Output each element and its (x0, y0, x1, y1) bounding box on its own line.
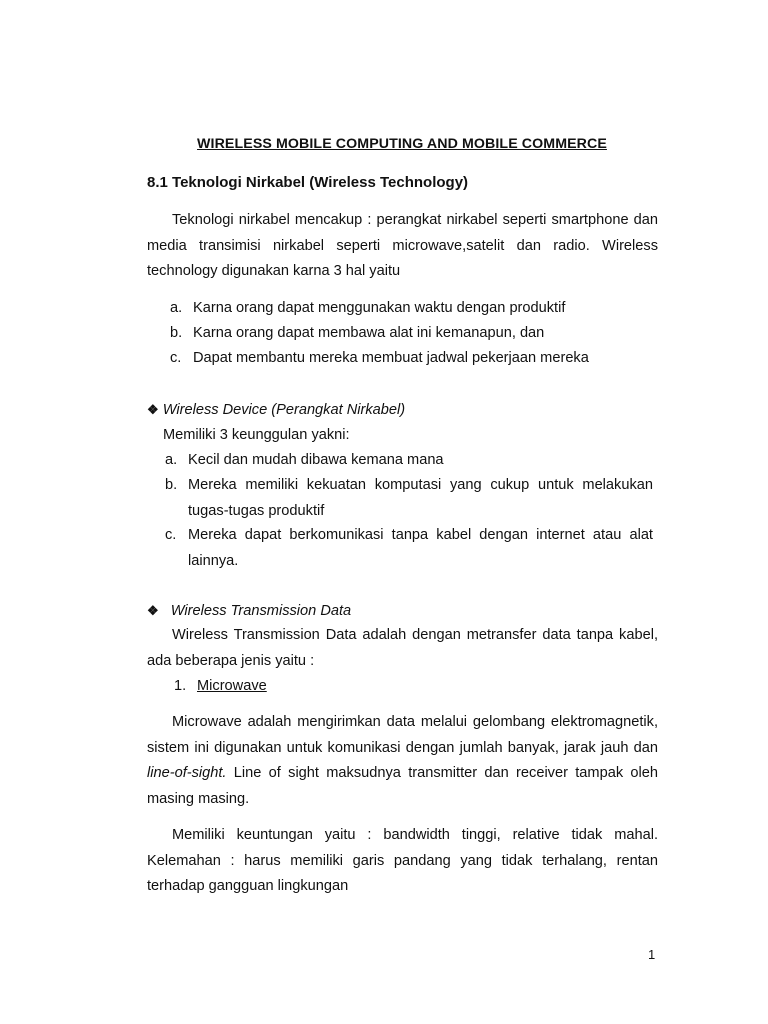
intro-paragraph: Teknologi nirkabel mencakup : perangkat nirkabel seperti smartphone dan media transimisi nirkabel seperti microwave,satelit dan radio. Wireless technology digunakan karna 3 hal yaitu (147, 212, 658, 279)
device-heading (147, 397, 405, 423)
section-heading: 8.1 Teknologi Nirkabel (Wireless Technology) (147, 174, 469, 191)
microwave-pros-cons-paragraph: Memiliki keuntungan yaitu : bandwidth tinggi, relative tidak mahal. Kelemahan : harus memiliki garis pandang yang tidak terhalang, rentan terhadap gangguan lingkungan (147, 827, 658, 894)
microwave-paragraph: Microwave adalah mengirimkan data melalui gelombang elektromagnetik, sistem ini digunakan untuk komunikasi dengan jumlah banyak, jarak jauh dan line-of-sight. Line of sight maksudnya transmitter dan receiver tampak oleh masing masing. (147, 714, 658, 807)
transmission-heading-text: Wireless Transmission Data (170, 603, 352, 619)
microwave-label: Microwave (197, 678, 267, 694)
device-lead: Memiliki 3 keunggulan yakni: (163, 427, 350, 443)
transmission-heading (147, 598, 351, 624)
diamond-bullet-icon: ❖ (147, 603, 159, 618)
device-heading-text: Wireless Device (Perangkat Nirkabel) (162, 402, 406, 418)
page-number: 1 (648, 947, 656, 962)
document-title: WIRELESS MOBILE COMPUTING AND MOBILE COMMERCE (197, 136, 607, 152)
transmission-paragraph: Wireless Transmission Data adalah dengan metransfer data tanpa kabel, ada beberapa jenis yaitu : (147, 627, 658, 669)
diamond-bullet-icon: ❖ (147, 402, 159, 417)
document-page: WIRELESS MOBILE COMPUTING AND MOBILE COMMERCE 8.1 Teknologi Nirkabel (Wireless Technology) Teknologi nirkabel mencakup : perangkat nirkabel seperti smartphone dan media transimisi nirkabel seperti microwave,satelit dan radio. Wireless technology digunakan karna 3 hal yaitu a. Karna orang dapat menggunakan waktu dengan produktif b. Karna orang dapat membawa alat ini kemanapun, dan c. Dapat membantu mereka membuat jadwal pekerjaan mereka ❖ Wireless Device (Perangkat Nirkabel) Memiliki 3 keunggulan yakni: a. Kecil dan mudah dibawa kemana mana b. Mereka memiliki kekuatan komputasi yang cukup untuk melakukan tugas-tugas produktif c. Mereka dapat berkomunikasi tanpa kabel dengan internet atau alat lainnya. ❖ Wireless Transmission Data Wireless Transmission Data adalah dengan metransfer data tanpa kabel, ada beberapa jenis yaitu : 1. Microwave Microwave adalah mengirimkan data melalui gelombang elektromagnetik, sistem ini digunakan untuk komunikasi dengan jumlah banyak, jarak jauh dan line-of-sight. Line of sight maksudnya transmitter dan receiver tampak oleh masing masing. Memiliki keuntungan yaitu : bandwidth tinggi, relative tidak mahal. Kelemahan : harus memiliki garis pandang yang tidak terhalang, rentan terhadap gangguan lingkungan 1 (147, 136, 658, 962)
